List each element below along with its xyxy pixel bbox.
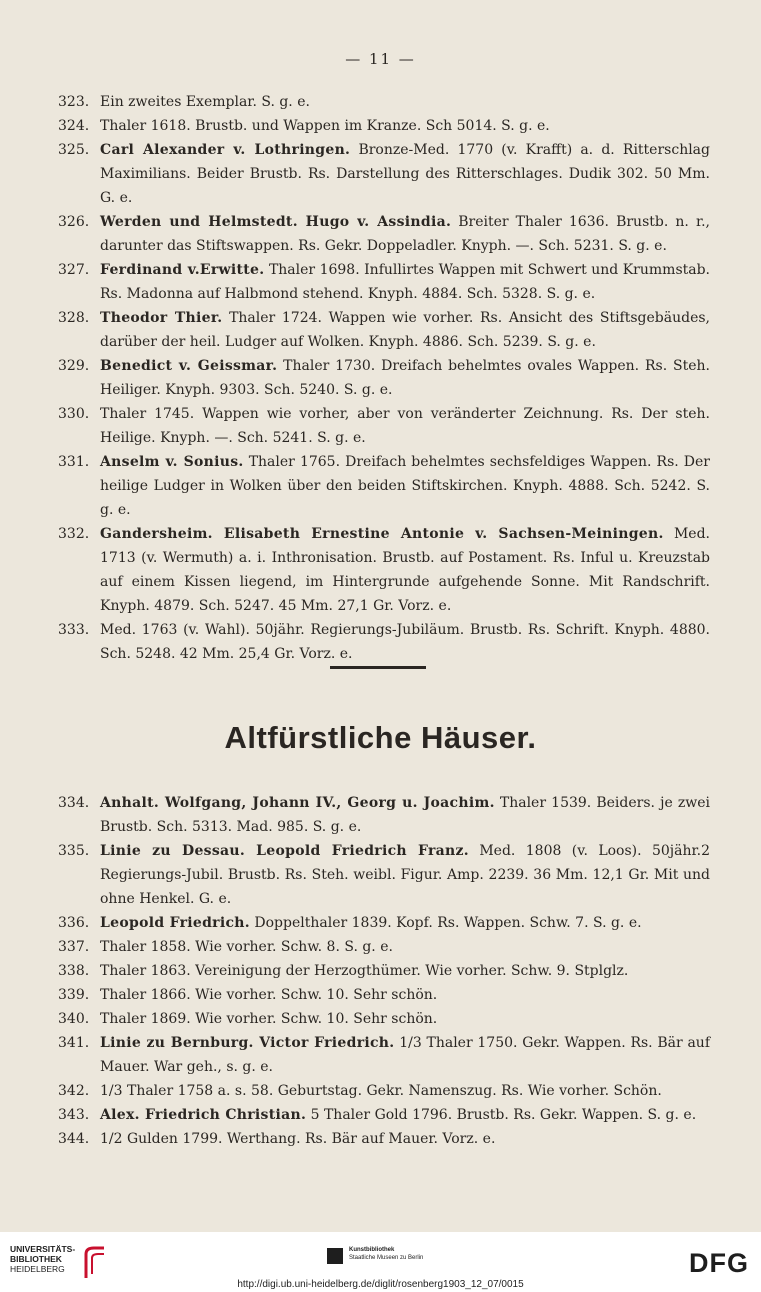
entry-number: 325. <box>58 142 90 158</box>
library-line: UNIVERSITÄTS- <box>10 1244 76 1254</box>
entry-number: 335. <box>58 843 90 859</box>
entry-name: Leopold Friedrich. <box>100 915 250 931</box>
entry-number: 336. <box>58 915 90 931</box>
entry-number: 328. <box>58 310 90 326</box>
entry-number: 341. <box>58 1035 90 1051</box>
source-url[interactable]: http://digi.ub.uni-heidelberg.de/diglit/rosenberg1903_12_07/0015 <box>237 1279 524 1290</box>
library-line: HEIDELBERG <box>10 1264 65 1274</box>
entry-number: 334. <box>58 795 90 811</box>
entry-name: Werden und Helmstedt. Hugo v. Assindia. <box>100 214 452 230</box>
entry-number: 343. <box>58 1107 90 1123</box>
section-title: Altfürstliche Häuser. <box>224 720 537 755</box>
entry-description: Thaler 1765. Dreifach behelmtes sechsfeldiges Wappen. Rs. Der heilige Ludger in Wolken über den beiden Stiftskirchen. Knyph. 4888. Sch. 5242. S. g. e. <box>100 454 711 518</box>
kunstbibliothek-logo-icon <box>327 1248 343 1264</box>
catalog-entry <box>58 90 710 114</box>
entry-description: Med. 1808 (v. Loos). 50jähr. Regierungs-Jubil. Brustb. Rs. Steh. weibl. Figur. Amp. 2239. 36 Mm. 12,1 Gr. Mit und ohne Henkel. G. e. <box>100 843 710 907</box>
catalog-entry <box>58 959 710 983</box>
entry-description: Thaler 1866. Wie vorher. Schw. 10. Sehr schön. <box>100 987 438 1003</box>
catalog-entry <box>58 911 710 935</box>
catalog-entry <box>58 210 710 258</box>
entry-name: Gandersheim. Elisabeth Ernestine Antonie v. Sachsen-Meiningen. <box>100 526 664 542</box>
entry-description: 1/2 Gulden 1799. Werthang. Rs. Bär auf Mauer. Vorz. e. <box>100 1131 496 1147</box>
entry-description: Thaler 1863. Vereinigung der Herzogthümer. Wie vorher. Schw. 9. Stplglz. <box>100 963 629 979</box>
library-emblem-icon <box>82 1244 108 1282</box>
catalog-entry <box>58 1079 710 1103</box>
entry-number: 340. <box>58 1011 90 1027</box>
entry-number: 324. <box>58 118 90 134</box>
entry-name: Anhalt. Wolfgang, Johann IV., Georg u. Joachim. <box>100 795 495 811</box>
catalog-entry <box>58 618 710 666</box>
catalog-entry <box>58 1103 710 1127</box>
catalog-entry <box>58 114 710 138</box>
entry-description: Doppelthaler 1839. Kopf. Rs. Wappen. Schw. 7. S. g. e. <box>254 915 642 931</box>
catalog-entry <box>58 1007 710 1031</box>
entry-number: 337. <box>58 939 90 955</box>
entry-description: Thaler 1724. Wappen wie vorher. Rs. Ansicht des Stiftsgebäudes, darüber der heil. Ludger auf Wolken. Knyph. 4886. Sch. 5239. S. g. e. <box>100 310 710 350</box>
catalog-entry <box>58 138 710 210</box>
catalog-entries-top <box>58 90 710 666</box>
footer-bar <box>0 1232 761 1292</box>
entry-name: Alex. Friedrich Christian. <box>100 1107 307 1123</box>
entry-number: 333. <box>58 622 90 638</box>
catalog-entry <box>58 354 710 402</box>
catalog-entry <box>58 258 710 306</box>
entry-description: Thaler 1539. Beiders. je zwei Brustb. Sch. 5313. Mad. 985. S. g. e. <box>100 795 710 835</box>
entry-name: Linie zu Dessau. Leopold Friedrich Franz. <box>100 843 469 859</box>
entry-description: 1/3 Thaler 1750. Gekr. Wappen. Rs. Bär auf Mauer. War geh., s. g. e. <box>100 1035 710 1075</box>
entry-number: 331. <box>58 454 90 470</box>
entry-number: 326. <box>58 214 90 230</box>
catalog-entry <box>58 402 710 450</box>
catalog-entries-bottom <box>58 791 710 1151</box>
catalog-entry <box>58 1127 710 1151</box>
library-line: BIBLIOTHEK <box>10 1254 62 1264</box>
entry-number: 332. <box>58 526 90 542</box>
university-library-logo[interactable] <box>10 1244 110 1282</box>
entry-description: Bronze-Med. 1770 (v. Krafft) a. d. Ritterschlag Maximilians. Beider Brustb. Rs. Darstellung des Ritterschlages. Dudik 302. 50 Mm. G. e. <box>100 142 710 206</box>
entry-description: Thaler 1698. Infullirtes Wappen mit Schwert und Krummstab. Rs. Madonna auf Halbmond stehend. Knyph. 4884. Sch. 5328. S. g. e. <box>100 262 711 302</box>
entry-note: 2 <box>701 843 710 859</box>
entry-description: Thaler 1745. Wappen wie vorher, aber von veränderter Zeichnung. Rs. Der steh. Heilige. Knyph. —. Sch. 5241. S. g. e. <box>100 406 710 446</box>
entry-number: 342. <box>58 1083 90 1099</box>
entry-name: Benedict v. Geissmar. <box>100 358 278 374</box>
dfg-logo[interactable]: DFG <box>689 1248 749 1278</box>
entry-description: Breiter Thaler 1636. Brustb. n. r., darunter das Stiftswappen. Rs. Gekr. Doppeladler. Knyph. —. Sch. 5231. S. g. e. <box>100 214 710 254</box>
entry-number: 338. <box>58 963 90 979</box>
catalog-entry <box>58 935 710 959</box>
entry-name: Carl Alexander v. Lothringen. <box>100 142 351 158</box>
entry-name: Linie zu Bernburg. Victor Friedrich. <box>100 1035 395 1051</box>
entry-number: 327. <box>58 262 90 278</box>
catalog-entry <box>58 306 710 354</box>
entry-description: Med. 1713 (v. Wermuth) a. i. Inthronisation. Brustb. auf Postament. Rs. Inful u. Kreuzstab auf einem Kissen liegend, im Hintergrunde aufgehende Sonne. Mit Randschrift. Knyph. 4879. Sch. 5247. 45 Mm. 27,1 Gr. Vorz. e. <box>100 526 711 614</box>
entry-number: 330. <box>58 406 90 422</box>
catalog-entry <box>58 791 710 839</box>
entry-number: 323. <box>58 94 90 110</box>
catalog-entry <box>58 1031 710 1079</box>
entry-description: Med. 1763 (v. Wahl). 50jähr. Regierungs-Jubiläum. Brustb. Rs. Schrift. Knyph. 4880. Sch. 5248. 42 Mm. 25,4 Gr. Vorz. e. <box>100 622 710 662</box>
entry-number: 339. <box>58 987 90 1003</box>
page-number: — 11 — <box>345 50 416 68</box>
section-divider <box>330 666 426 669</box>
entry-description: Ein zweites Exemplar. S. g. e. <box>100 94 310 110</box>
entry-description: Thaler 1858. Wie vorher. Schw. 8. S. g. e. <box>100 939 393 955</box>
entry-name: Theodor Thier. <box>100 310 223 326</box>
entry-number: 329. <box>58 358 90 374</box>
entry-description: Thaler 1618. Brustb. und Wappen im Kranze. Sch 5014. S. g. e. <box>100 118 550 134</box>
entry-description: 1/3 Thaler 1758 a. s. 58. Geburtstag. Gekr. Namenszug. Rs. Wie vorher. Schön. <box>100 1083 662 1099</box>
entry-description: Thaler 1730. Dreifach behelmtes ovales Wappen. Rs. Steh. Heiliger. Knyph. 9303. Sch. 5240. S. g. e. <box>100 358 711 398</box>
entry-description: Thaler 1869. Wie vorher. Schw. 10. Sehr schön. <box>100 1011 438 1027</box>
entry-name: Anselm v. Sonius. <box>100 454 244 470</box>
catalog-entry <box>58 522 710 618</box>
kunstbibliothek-label[interactable]: Kunstbibliothek Staatliche Museen zu Berlin <box>349 1247 424 1261</box>
catalog-entry <box>58 983 710 1007</box>
catalog-entry <box>58 450 710 522</box>
entry-number: 344. <box>58 1131 90 1147</box>
entry-name: Ferdinand v.Erwitte. <box>100 262 265 278</box>
entry-description: 5 Thaler Gold 1796. Brustb. Rs. Gekr. Wappen. S. g. e. <box>310 1107 697 1123</box>
catalog-entry <box>58 839 710 911</box>
